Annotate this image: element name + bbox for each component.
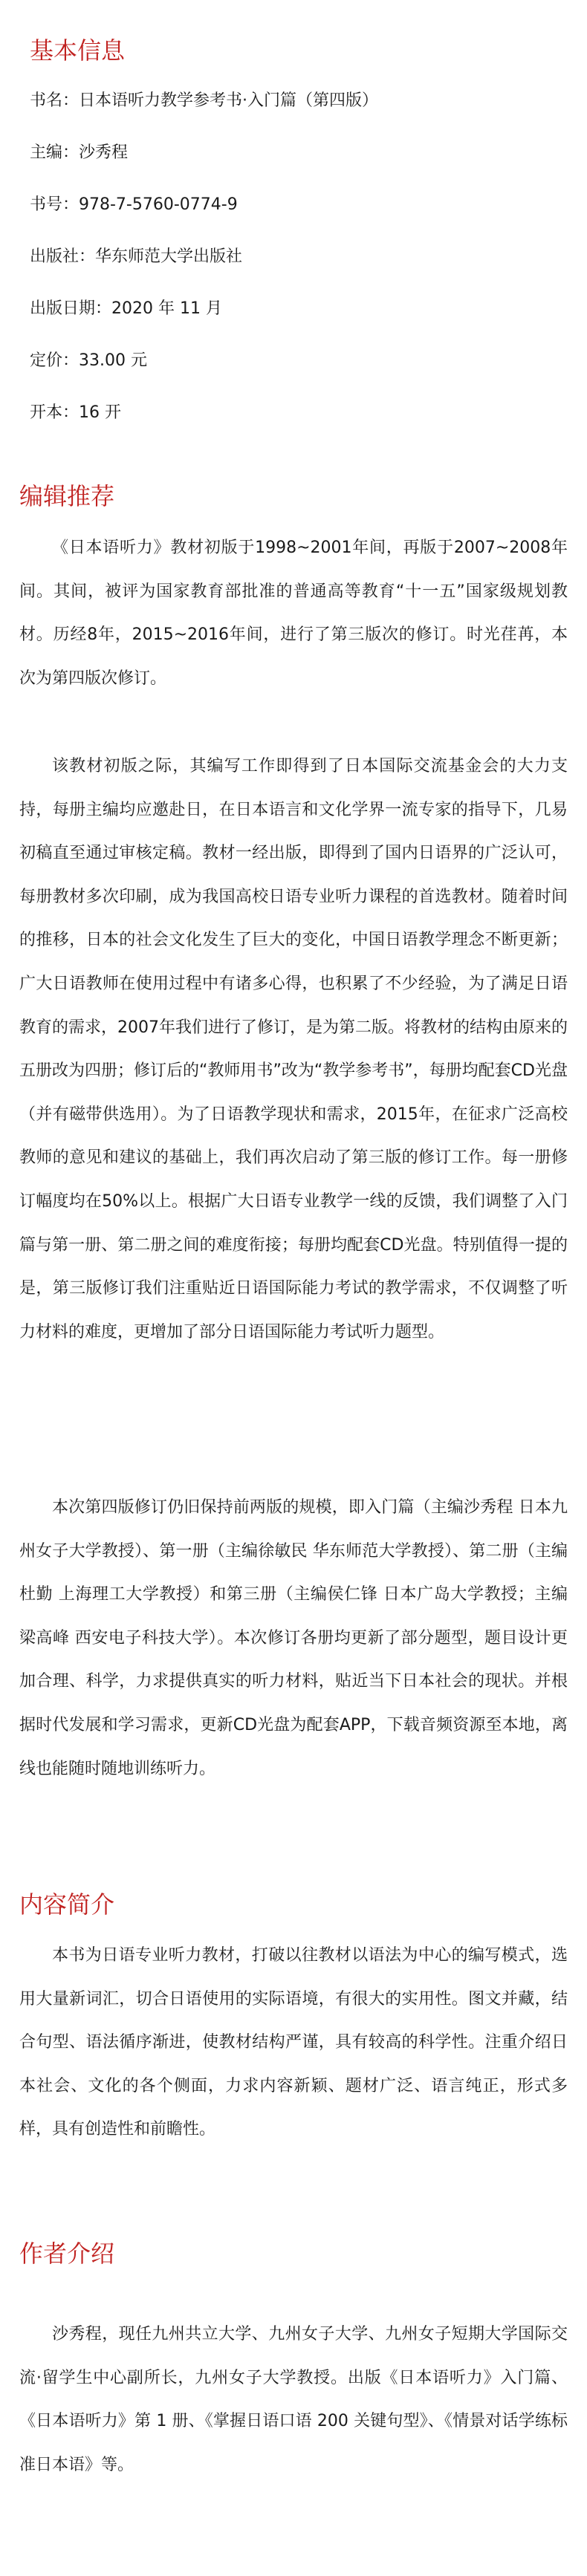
recommendation-paragraph-3: 本次第四版修订仍旧保持前两版的规模，即入门篇（主编沙秀程 日本九州女子大学教授）、第一册（主编徐敏民 华东师范大学教授）、第二册（主编杜勤 上海理工大学教授）和第三册（主编侯仁锋 日本广岛大学教授；主编梁高峰 西安电子科技大学）。本次修订各册均更新了部分题型，题目设计更加合理、科学，力求提供真实的听力材料，贴近当下日本社会的现状。并根据时代发展和学习需求，更新CD光盘为配套APP，下载音频资源至本地，离线也能随时随地训练听力。 (19, 1498, 568, 1778)
content-summary-heading: 内容简介 (19, 1890, 115, 1919)
editor-recommendation-heading: 编辑推荐 (19, 482, 115, 510)
recommendation-paragraph-2: 该教材初版之际，其编写工作即得到了日本国际交流基金会的大力支持，每册主编均应邀赴日，在日本语言和文化学界一流专家的指导下，几易初稿直至通过审核定稿。教材一经出版，即得到了国内日语界的广泛认可，每册教材多次印刷，成为我国高校日语专业听力课程的首选教材。随着时间的推移，日本的社会文化发生了巨大的变化，中国日语教学理念不断更新；广大日语教师在使用过程中有诸多心得，也积累了不少经验，为了满足日语教育的需求，2007年我们进行了修订，是为第二版。将教材的结构由原来的五册改为四册；修订后的“教师用书”改为“教学参考书”，每册均配套CD光盘（并有磁带供选用）。为了日语教学现状和需求，2015年，在征求广泛高校教师的意见和建议的基础上，我们再次启动了第三版的修订工作。每一册修订幅度均在50%以上。根据广大日语专业教学一线的反馈，我们调整了入门篇与第一册、第二册之间的难度衔接；每册均配套CD光盘。特别值得一提的是，第三版修订我们注重贴近日语国际能力考试的教学需求，不仅调整了听力材料的难度，更增加了部分日语国际能力考试听力题型。 (19, 757, 568, 1341)
info-book-title: 书名：日本语听力教学参考书·入门篇（第四版） (30, 91, 378, 110)
recommendation-paragraph-1: 《日本语听力》教材初版于1998~2001年间，再版于2007~2008年间。其间，被评为国家教育部批准的普通高等教育“十一五”国家级规划教材。历经8年，2015~2016年间，进行了第三版次的修订。时光荏苒，本次为第四版次修订。 (19, 539, 568, 688)
info-publish-date: 出版日期：2020 年 11 月 (30, 299, 222, 318)
author-intro-heading: 作者介绍 (19, 2240, 115, 2268)
info-editor: 主编：沙秀程 (30, 143, 129, 162)
basic-info-heading: 基本信息 (30, 36, 126, 65)
info-isbn: 书号：978-7-5760-0774-9 (30, 195, 238, 214)
info-format: 开本：16 开 (30, 403, 121, 422)
author-paragraph: 沙秀程，现任九州共立大学、九州女子大学、九州女子短期大学国际交流·留学生中心副所长，九州女子大学教授。出版《日本语听力》入门篇、《日本语听力》第 1 册、《掌握日语口语 200 关键句型》、《情景对话学练标准日本语》等。 (19, 2325, 568, 2474)
summary-paragraph: 本书为日语专业听力教材，打破以往教材以语法为中心的编写模式，选用大量新词汇，切合日语使用的实际语境，有很大的实用性。图文并藏，结合句型、语法循序渐进，使教材结构严谨，具有较高的科学性。注重介绍日本社会、文化的各个侧面，力求内容新颖、题材广泛、语言纯正，形式多样，具有创造性和前瞻性。 (19, 1946, 568, 2139)
info-price: 定价：33.00 元 (30, 351, 147, 370)
info-publisher: 出版社：华东师范大学出版社 (30, 247, 243, 266)
